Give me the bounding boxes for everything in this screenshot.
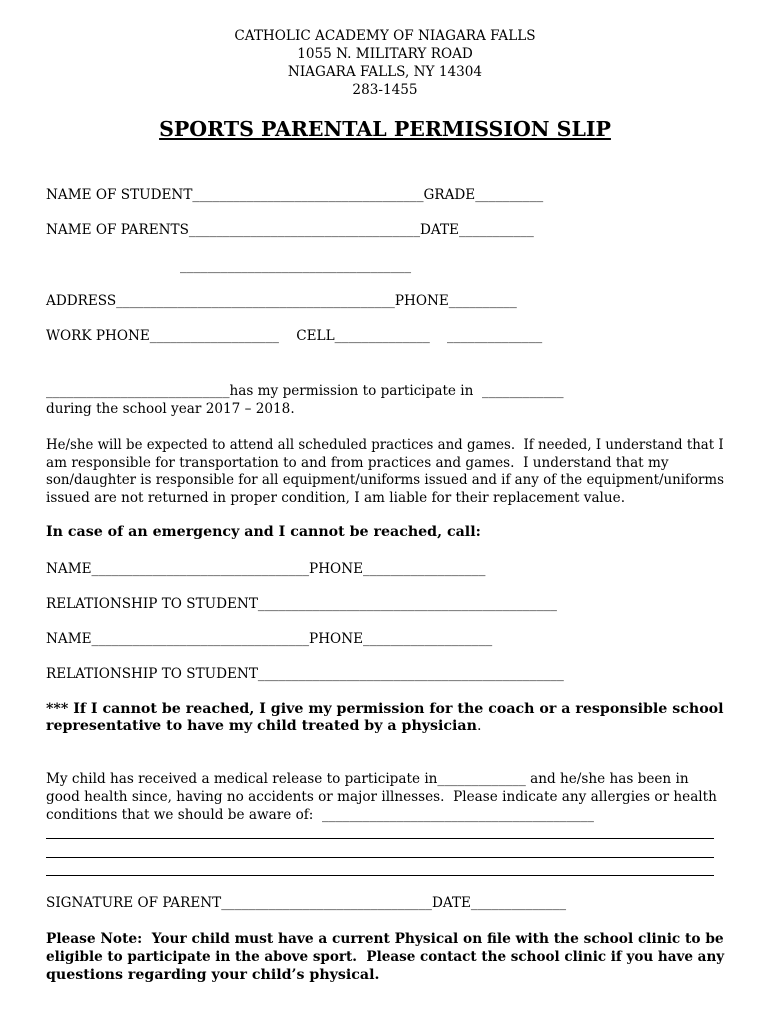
emergency-contact-1-relationship-field[interactable]: RELATIONSHIP TO STUDENT____________________________________________ [46, 596, 557, 612]
school-street: 1055 N. MILITARY ROAD [297, 46, 473, 62]
physical-note-line-1: Please Note: Your child must have a current Physical on file with the school clinic to be [46, 931, 724, 947]
work-phone-cell-field[interactable]: WORK PHONE___________________ CELL______________ ______________ [46, 328, 543, 344]
school-year-text: during the school year 2017 – 2018. [46, 401, 295, 417]
parent-name-extra-field[interactable]: __________________________________ [180, 258, 412, 274]
expectations-line-2: am responsible for transportation to and from practices and games. I understand that my [46, 455, 669, 471]
treatment-consent-period: . [476, 718, 482, 734]
treatment-consent-text: representative to have my child treated by a physician [46, 718, 477, 734]
emergency-contact-1-name-phone-field[interactable]: NAME________________________________PHONE__________________ [46, 561, 486, 577]
emergency-heading: In case of an emergency and I cannot be reached, call: [46, 524, 481, 540]
emergency-contact-2-relationship-field[interactable]: RELATIONSHIP TO STUDENT_____________________________________________ [46, 666, 564, 682]
expectations-line-1: He/she will be expected to attend all scheduled practices and games. If needed, I understand that I [46, 437, 724, 453]
page-title: SPORTS PARENTAL PERMISSION SLIP [159, 117, 611, 141]
medical-release-line-1[interactable]: My child has received a medical release to participate in_____________ and he/she has been in [46, 771, 689, 787]
expectations-line-3: son/daughter is responsible for all equipment/uniforms issued and if any of the equipment/uniforms [46, 472, 724, 488]
treatment-consent-line-1: *** If I cannot be reached, I give my permission for the coach or a responsible school [46, 701, 724, 717]
emergency-contact-2-name-phone-field[interactable]: NAME________________________________PHONE___________________ [46, 631, 493, 647]
address-phone-field[interactable]: ADDRESS_________________________________________PHONE__________ [46, 293, 517, 309]
expectations-line-4: issued are not returned in proper condition, I am liable for their replacement value. [46, 490, 626, 506]
parent-name-date-field[interactable]: NAME OF PARENTS__________________________________DATE___________ [46, 222, 534, 238]
treatment-consent-line-2 [46, 718, 481, 735]
physical-note-line-2: eligible to participate in the above sport. Please contact the school clinic if you have any [46, 949, 725, 965]
school-name: CATHOLIC ACADEMY OF NIAGARA FALLS [234, 28, 536, 44]
school-city: NIAGARA FALLS, NY 14304 [287, 64, 483, 80]
allergy-field-line-1[interactable] [46, 838, 714, 839]
parent-signature-date-field[interactable]: SIGNATURE OF PARENT_______________________________DATE______________ [46, 895, 567, 911]
allergy-field-line-2[interactable] [46, 857, 714, 858]
medical-release-line-3[interactable]: conditions that we should be aware of: ________________________________________ [46, 807, 594, 823]
physical-note-line-3: questions regarding your child’s physical. [46, 967, 380, 983]
school-phone: 283-1455 [352, 82, 418, 98]
student-name-grade-field[interactable]: NAME OF STUDENT__________________________________GRADE__________ [46, 187, 544, 203]
allergy-field-line-3[interactable] [46, 875, 714, 876]
permission-line[interactable]: ___________________________has my permission to participate in ____________ [46, 383, 564, 399]
medical-release-line-2: good health since, having no accidents or major illnesses. Please indicate any allergies or health [46, 789, 717, 805]
